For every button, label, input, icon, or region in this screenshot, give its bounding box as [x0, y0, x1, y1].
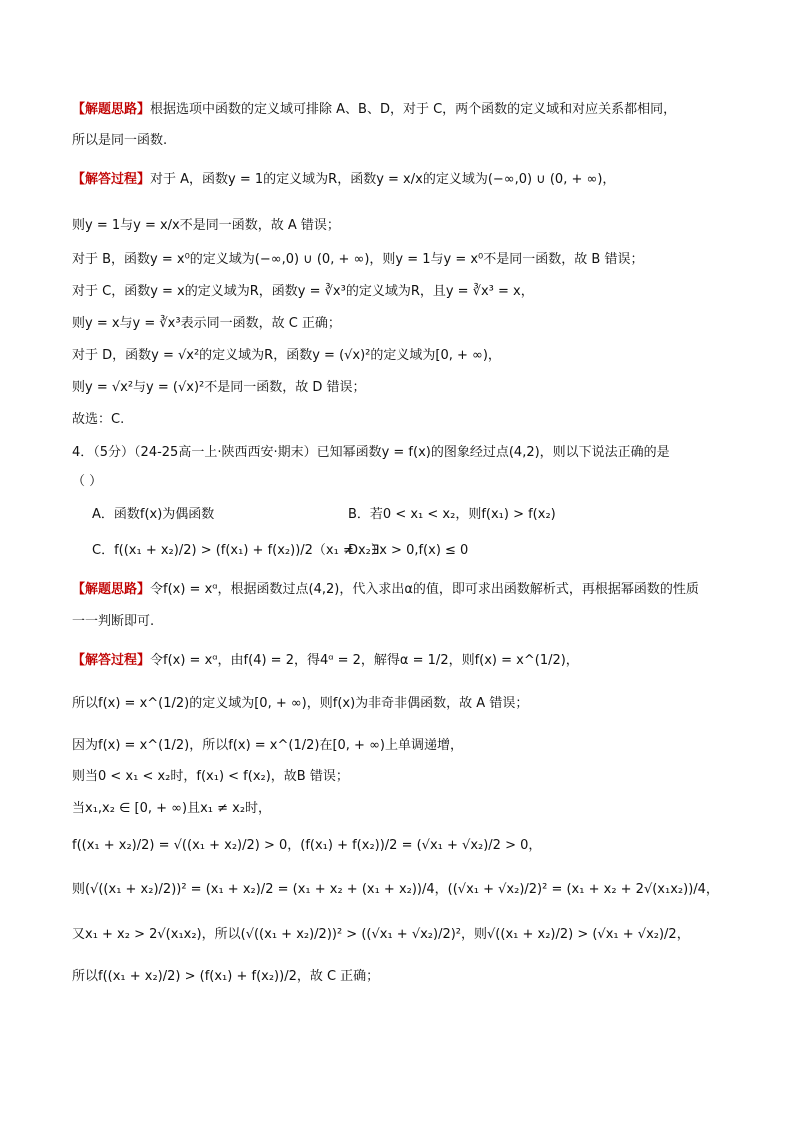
process2-line-5: 当x₁,x₂ ∈ [0, + ∞)且x₁ ≠ x₂时， [72, 801, 272, 816]
process-line-4: 对于 C，函数y = x的定义域为R，函数y = ∛x³的定义域为R，且y = ∛x³ = x， [72, 284, 534, 299]
thinking-text-line-1: 根据选项中函数的定义域可排除 A、B、D，对于 C，两个函数的定义域和对应关系都相同， [150, 102, 677, 117]
thinking-text-2-line-1: 令f(x) = xᵅ，根据函数过点(4,2)，代入求出α的值，即可求出函数解析式，再根据幂函数的性质 [150, 582, 699, 597]
process2-line-1 [72, 651, 579, 671]
thinking-tag: 【解题思路】 [72, 102, 151, 117]
process2-line-6: f((x₁ + x₂)/2) = √((x₁ + x₂)/2) > 0，(f(x₁) + f(x₂))/2 = (√x₁ + √x₂)/2 > 0， [72, 838, 542, 853]
process2-line-2: 所以f(x) = x^(1/2)的定义域为[0, + ∞)，则f(x)为非奇非偶函数，故 A 错误； [72, 696, 529, 711]
answer-line: 故选：C. [72, 412, 125, 427]
process-line-3: 对于 B，函数y = x⁰的定义域为(−∞,0) ∪ (0, + ∞)，则y = 1与y = x⁰不是同一函数，故 B 错误； [72, 252, 644, 267]
question-4-blank: （ ） [72, 474, 103, 489]
process-line-1 [72, 170, 615, 190]
process-line-7: 则y = √x²与y = (√x)²不是同一函数，故 D 错误； [72, 380, 366, 395]
process-text: 对于 A，函数y = 1的定义域为R，函数y = x/x的定义域为(−∞,0) ∪ (0, + ∞)， [150, 172, 616, 187]
option-d: D．∃x > 0,f(x) ≤ 0 [348, 543, 469, 558]
process2-line-8: 又x₁ + x₂ > 2√(x₁x₂)，所以(√((x₁ + x₂)/2))² > ((√x₁ + √x₂)/2)²，则√((x₁ + x₂)/2) > (√x₁ + √x₂)/2， [72, 927, 690, 942]
process2-line-4: 则当0 < x₁ < x₂时，f(x₁) < f(x₂)，故B 错误； [72, 769, 349, 784]
thinking-tag-2: 【解题思路】 [72, 582, 151, 597]
option-c: C．f((x₁ + x₂)/2) > (f(x₁) + f(x₂))/2（x₁ ≠ x₂） [92, 543, 384, 558]
thinking-text-2-line-2: 一一判断即可. [72, 614, 155, 629]
process-tag: 【解答过程】 [72, 172, 151, 187]
option-a: A．函数f(x)为偶函数 [92, 507, 215, 522]
process2-line-3: 因为f(x) = x^(1/2)，所以f(x) = x^(1/2)在[0, + ∞)上单调递增， [72, 738, 463, 753]
process2-line-7: 则(√((x₁ + x₂)/2))² = (x₁ + x₂)/2 = (x₁ + x₂ + (x₁ + x₂))/4，((√x₁ + √x₂)/2)² = (x₁ + x₂ + 2√(x₁x₂))/4， [72, 882, 719, 897]
process-line-6: 对于 D，函数y = √x²的定义域为R，函数y = (√x)²的定义域为[0, + ∞)， [72, 348, 501, 363]
thinking-paragraph-2 [72, 580, 699, 600]
question-4-stem: 4．（5分）（24-25高一上·陕西西安·期末）已知幂函数y = f(x)的图象经过点(4,2)，则以下说法正确的是 [72, 445, 670, 460]
option-b: B．若0 < x₁ < x₂，则f(x₁) > f(x₂) [348, 507, 556, 522]
process2-line-9: 所以f((x₁ + x₂)/2) > (f(x₁) + f(x₂))/2，故 C 正确； [72, 969, 380, 984]
thinking-text-line-2: 所以是同一函数. [72, 133, 168, 148]
thinking-paragraph-1 [72, 100, 676, 120]
process-line-2: 则y = 1与y = x/x不是同一函数，故 A 错误； [72, 218, 340, 233]
process2-text: 令f(x) = xᵅ，由f(4) = 2，得4ᵅ = 2，解得α = 1/2，则f(x) = x^(1/2)， [150, 653, 579, 668]
process-tag-2: 【解答过程】 [72, 653, 151, 668]
process-line-5: 则y = x与y = ∛x³表示同一函数，故 C 正确； [72, 316, 341, 331]
